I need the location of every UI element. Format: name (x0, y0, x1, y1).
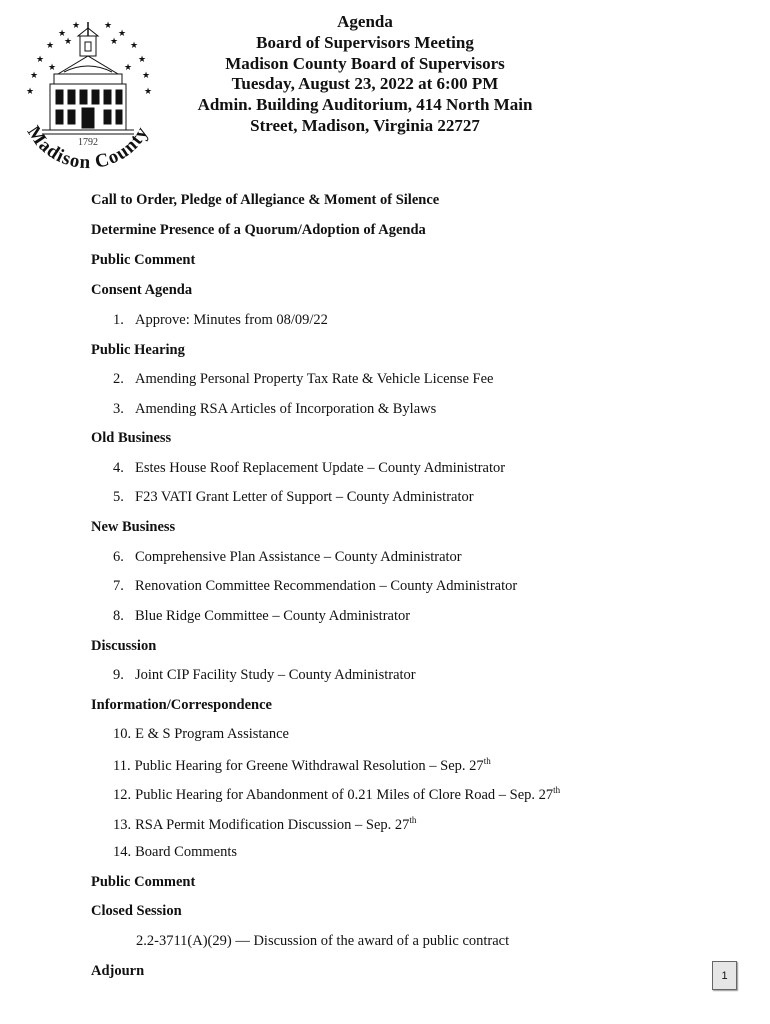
agenda-item (113, 785, 560, 804)
agenda-item (113, 549, 462, 566)
item-number: 12. (113, 787, 132, 803)
agenda-item (113, 371, 493, 388)
item-number: 2. (113, 371, 124, 387)
item-number: 9. (113, 667, 124, 683)
agenda-item (113, 667, 416, 684)
agenda-item (113, 756, 491, 775)
item-text: Comprehensive Plan Assistance – County Administrator (135, 549, 462, 565)
agenda-item (113, 460, 505, 477)
item-number: 5. (113, 489, 124, 505)
section-old-business: Old Business (91, 430, 172, 446)
meeting-header (180, 12, 550, 137)
item-text: Blue Ridge Committee – County Administrator (135, 608, 411, 624)
svg-text:★: ★ (130, 41, 139, 51)
agenda-item (113, 844, 237, 861)
section-public-hearing: Public Hearing (91, 342, 185, 358)
item-text: Public Hearing for Greene Withdrawal Resolution – Sep. 27 (134, 758, 484, 774)
item-text: Renovation Committee Recommendation – County Administrator (135, 578, 518, 594)
header-date-time: Tuesday, August 23, 2022 at 6:00 PM (231, 74, 499, 94)
svg-text:★: ★ (124, 63, 133, 73)
svg-text:★: ★ (72, 21, 81, 31)
item-text: Joint CIP Facility Study – County Administrator (135, 667, 416, 683)
item-number: 10. (113, 726, 132, 742)
item-number: 4. (113, 460, 124, 476)
section-adjourn: Adjourn (91, 963, 145, 979)
svg-text:★: ★ (58, 29, 67, 39)
svg-text:★: ★ (142, 71, 151, 81)
section-quorum: Determine Presence of a Quorum/Adoption of Agenda (91, 222, 426, 238)
header-location-line1: Admin. Building Auditorium, 414 North Main (197, 95, 533, 115)
page-number-badge: 1 (712, 961, 737, 990)
item-text: Public Hearing for Abandonment of 0.21 Miles of Clore Road – Sep. 27 (135, 787, 554, 803)
seal-county-text: Madison County (22, 122, 154, 174)
item-text: Board Comments (135, 844, 238, 860)
agenda-item (113, 578, 517, 595)
svg-text:★: ★ (110, 37, 119, 47)
agenda-item (113, 312, 328, 329)
svg-text:★: ★ (118, 29, 127, 39)
item-number: 11. (113, 758, 131, 774)
header-location-line2: Street, Madison, Virginia 22727 (250, 115, 480, 135)
seal-year: 1792 (78, 137, 98, 148)
section-public-comment-2: Public Comment (91, 874, 196, 890)
item-number: 6. (113, 549, 124, 565)
section-closed-session: Closed Session (91, 903, 182, 919)
item-date-suffix: th (409, 815, 417, 825)
section-new-business: New Business (91, 519, 176, 535)
item-text: E & S Program Assistance (135, 726, 289, 742)
section-public-comment: Public Comment (91, 252, 196, 268)
agenda-item (113, 401, 436, 418)
svg-text:★: ★ (36, 55, 45, 65)
header-title: Agenda (337, 12, 393, 31)
item-text: Amending RSA Articles of Incorporation & Bylaws (135, 401, 437, 417)
item-number: 7. (113, 578, 124, 594)
item-date-suffix: th (483, 756, 491, 766)
item-date-suffix: th (553, 785, 561, 795)
agenda-item (113, 815, 416, 834)
section-information-correspondence: Information/Correspondence (91, 697, 272, 713)
item-text: F23 VATI Grant Letter of Support – County Administrator (135, 489, 474, 505)
item-text: Amending Personal Property Tax Rate & Vehicle License Fee (135, 371, 494, 387)
svg-text:★: ★ (104, 21, 113, 31)
svg-text:★: ★ (26, 87, 35, 97)
agenda-item (113, 608, 410, 625)
svg-text:★: ★ (46, 41, 55, 51)
item-number: 14. (113, 844, 132, 860)
item-number: 3. (113, 401, 124, 417)
item-text: Approve: Minutes from 08/09/22 (135, 312, 328, 328)
header-meeting-name: Board of Supervisors Meeting (256, 32, 474, 52)
item-number: 1. (113, 312, 124, 328)
section-call-to-order: Call to Order, Pledge of Allegiance & Moment of Silence (91, 192, 440, 208)
item-text: Estes House Roof Replacement Update – County Administrator (135, 460, 506, 476)
svg-text:★: ★ (30, 71, 39, 81)
closed-session-item: 2.2-3711(A)(29) — Discussion of the award of a public contract (136, 933, 510, 949)
svg-text:★: ★ (138, 55, 147, 65)
section-consent-agenda: Consent Agenda (91, 282, 193, 298)
agenda-item (113, 489, 474, 506)
agenda-item (113, 726, 289, 743)
section-discussion: Discussion (91, 638, 157, 654)
item-text: RSA Permit Modification Discussion – Sep. 27 (135, 817, 410, 833)
svg-text:★: ★ (144, 87, 153, 97)
item-number: 13. (113, 817, 132, 833)
item-number: 8. (113, 608, 124, 624)
header-board-name: Madison County Board of Supervisors (225, 53, 505, 73)
svg-text:★: ★ (48, 63, 57, 73)
madison-county-seal (12, 14, 164, 174)
svg-text:★: ★ (64, 37, 73, 47)
